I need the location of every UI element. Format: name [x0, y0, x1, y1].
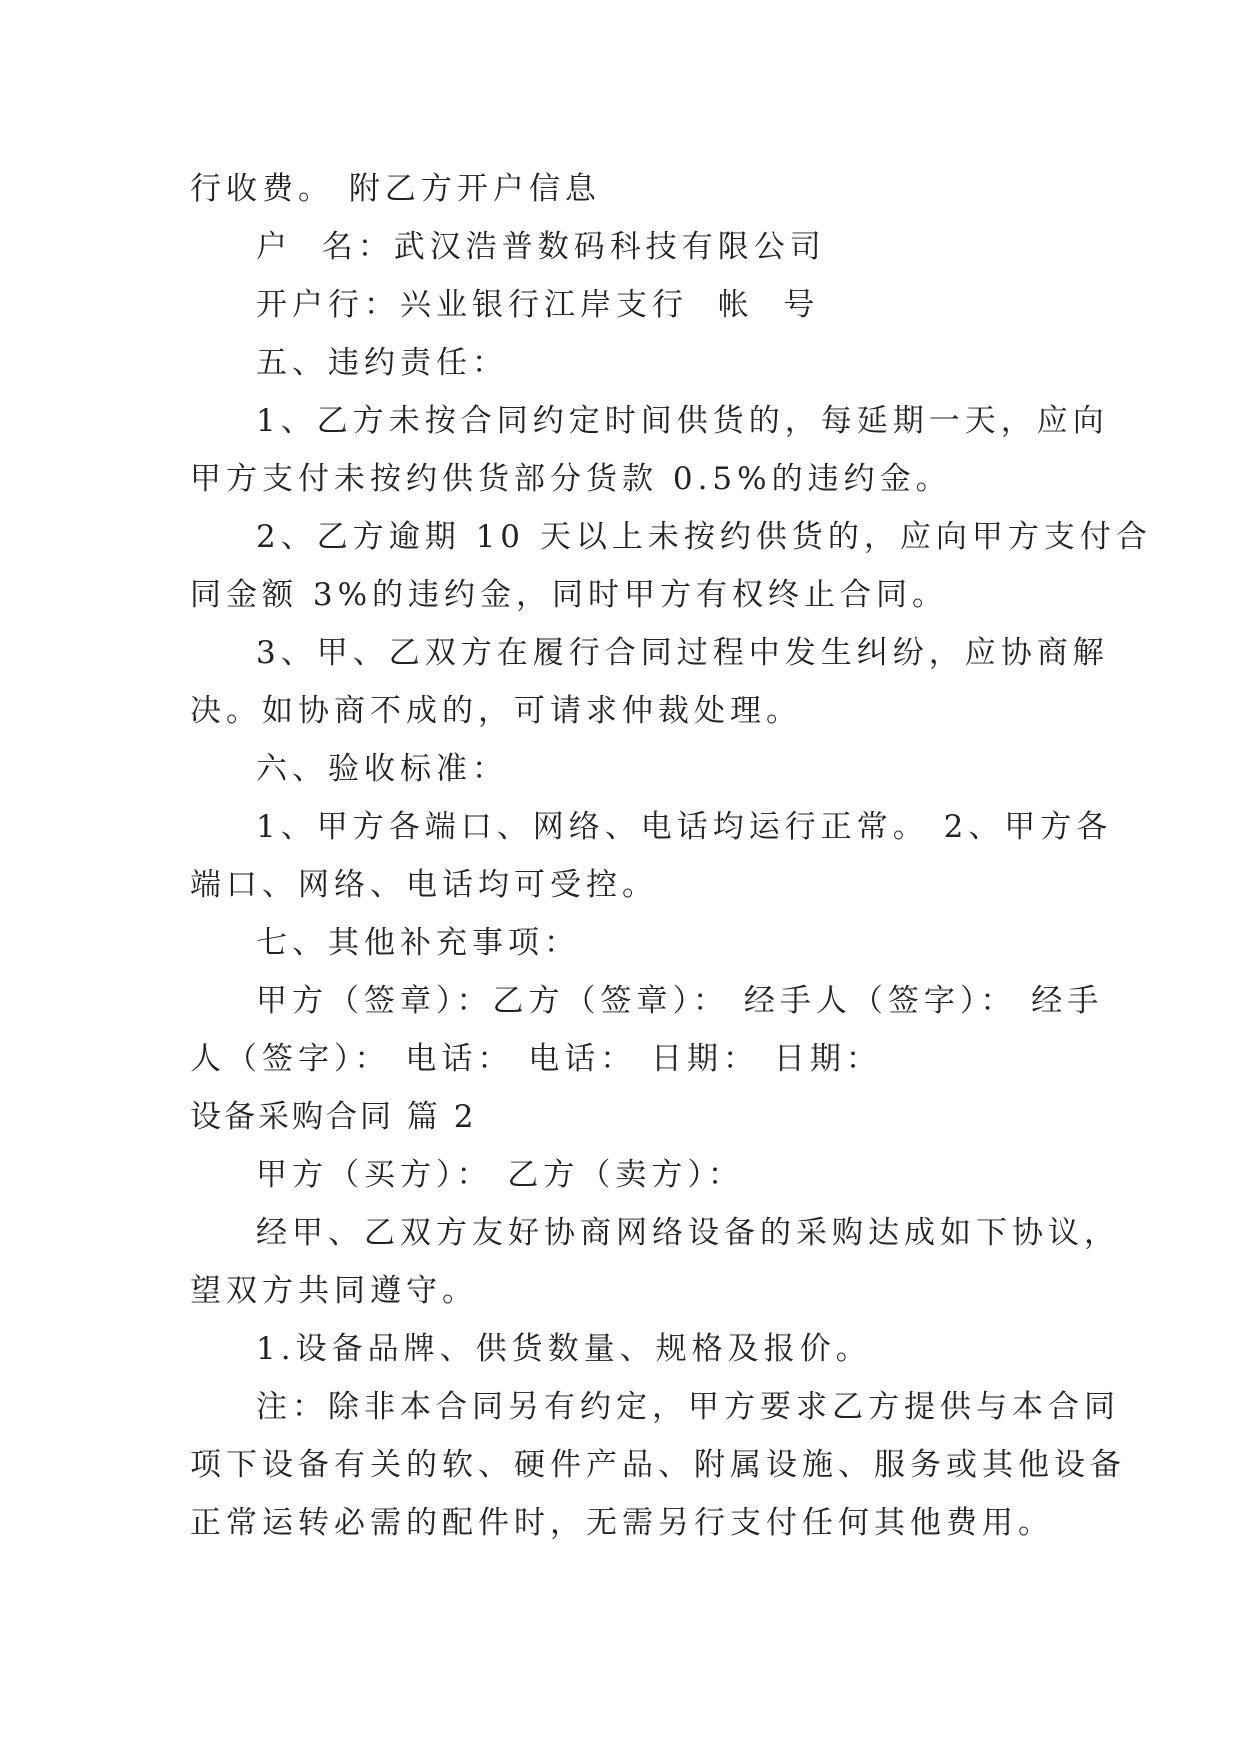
text-line: 项下设备有关的软、硬件产品、附属设施、服务或其他设备	[190, 1447, 1126, 1483]
section-heading: 七、其他补充事项：	[256, 925, 580, 961]
text-line: 2、乙方逾期 10 天以上未按约供货的，应向甲方支付合	[256, 519, 1152, 555]
text-line: 1.设备品牌、供货数量、规格及报价。	[256, 1331, 872, 1367]
text-line: 1、甲方各端口、网络、电话均运行正常。 2、甲方各	[256, 809, 1113, 845]
text-line: 行收费。 附乙方开户信息	[190, 171, 601, 207]
text-line: 1、乙方未按合同约定时间供货的，每延期一天，应向	[256, 403, 1109, 439]
text-line: 同金额 3%的违约金，同时甲方有权终止合同。	[190, 577, 949, 613]
section-heading: 五、违约责任：	[256, 345, 508, 381]
text-line: 决。如协商不成的，可请求仲裁处理。	[190, 693, 802, 729]
signature-line: 甲方（签章）：乙方（签章）： 经手人（签字）： 经手	[256, 983, 1104, 1019]
signature-line: 人（签字）： 电话： 电话： 日期： 日期：	[190, 1041, 882, 1077]
section-heading: 六、验收标准：	[256, 751, 508, 787]
document-body	[190, 160, 1152, 1552]
account-name-line: 户 名：武汉浩普数码科技有限公司	[256, 229, 826, 265]
text-line: 3、甲、乙双方在履行合同过程中发生纠纷，应协商解	[256, 635, 1109, 671]
section-title: 设备采购合同 篇 2	[190, 1099, 477, 1135]
text-line: 注：除非本合同另有约定，甲方要求乙方提供与本合同	[256, 1389, 1120, 1425]
text-line: 经甲、乙双方友好协商网络设备的采购达成如下协议，	[256, 1215, 1120, 1251]
text-line: 甲方支付未按约供货部分货款 0.5%的违约金。	[190, 461, 952, 497]
bank-line: 开户行：兴业银行江岸支行 帐 号	[256, 287, 820, 323]
text-line: 端口、网络、电话均可受控。	[190, 867, 658, 903]
text-line: 正常运转必需的配件时，无需另行支付任何其他费用。	[190, 1505, 1054, 1541]
text-line: 望双方共同遵守。	[190, 1273, 478, 1309]
parties-line: 甲方（买方）： 乙方（卖方）：	[256, 1157, 744, 1193]
